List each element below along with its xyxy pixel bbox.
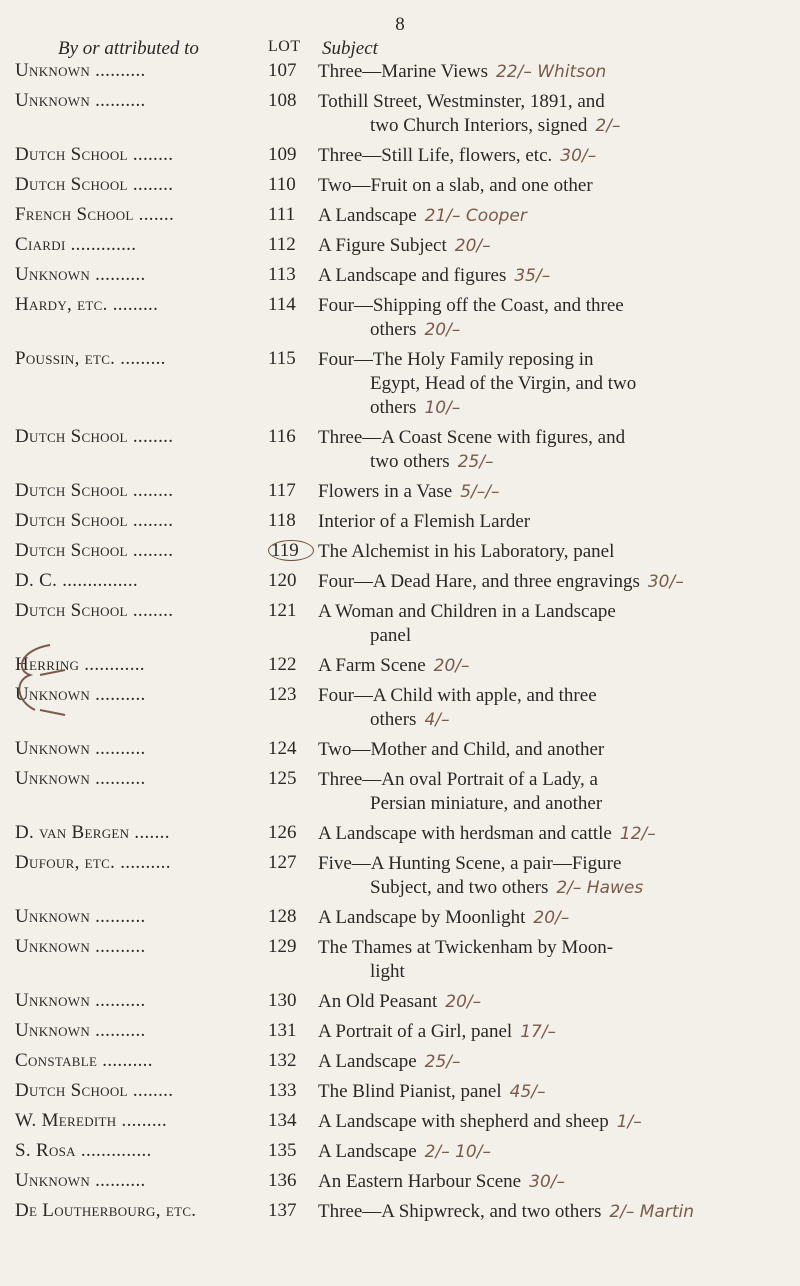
subject-line: A Woman and Children in a Landscape: [318, 601, 616, 622]
artist-name: Dutch School ........: [15, 480, 174, 501]
handwritten-price-note: 10/–: [424, 398, 461, 418]
subject-description: [318, 822, 788, 846]
artist-name: Dufour, etc. ..........: [15, 852, 171, 873]
lot-number: 115: [268, 348, 296, 369]
subject-description: [318, 144, 788, 168]
artist-name: Hardy, etc. .........: [15, 294, 159, 315]
subject-description: [318, 264, 788, 288]
subject-description: [318, 426, 788, 474]
handwritten-price-note: 25/–: [457, 452, 494, 472]
artist-name: Unknown ..........: [15, 90, 146, 111]
subject-line: others: [370, 397, 417, 418]
artist-name: Unknown ..........: [15, 1020, 146, 1041]
handwritten-price-note: 35/–: [514, 266, 551, 286]
artist-name: De Loutherbourg, etc.: [15, 1200, 197, 1221]
artist-name: Dutch School ........: [15, 1080, 174, 1101]
lot-number: 120: [268, 570, 297, 591]
handwritten-price-note: 17/–: [520, 1022, 557, 1042]
header-subject: Subject: [322, 38, 378, 59]
subject-description: [318, 294, 788, 342]
subject-line: Flowers in a Vase: [318, 481, 453, 502]
lot-number: 126: [268, 822, 297, 843]
artist-name: Unknown ..........: [15, 990, 146, 1011]
lot-number: 111: [268, 204, 296, 225]
handwritten-price-note: 30/–: [560, 146, 597, 166]
lot-number: 124: [268, 738, 297, 759]
subject-description: [318, 654, 788, 678]
handwritten-price-note: 20/–: [424, 320, 461, 340]
lot-number: 108: [268, 90, 297, 111]
lot-number: 137: [268, 1200, 297, 1221]
handwritten-price-note: 30/–: [647, 572, 684, 592]
artist-name: Unknown ..........: [15, 906, 146, 927]
subject-line: A Figure Subject: [318, 235, 447, 256]
artist-name: Ciardi .............: [15, 234, 137, 255]
handwritten-price-note: 1/–: [616, 1112, 642, 1132]
subject-line: The Alchemist in his Laboratory, panel: [318, 541, 615, 562]
handwritten-price-note: 22/– Whitson: [495, 62, 607, 82]
subject-description: [318, 60, 788, 84]
subject-description: [318, 768, 788, 816]
page-number: 8: [395, 14, 405, 35]
artist-name: Constable ..........: [15, 1050, 153, 1071]
subject-line: others: [370, 319, 417, 340]
subject-description: [318, 1050, 788, 1074]
lot-number: 109: [268, 144, 297, 165]
artist-name: D. C. ...............: [15, 570, 138, 591]
subject-line: light: [370, 961, 405, 982]
handwritten-price-note: 45/–: [509, 1082, 546, 1102]
subject-description: [318, 1200, 788, 1224]
margin-bracket-mark: [10, 640, 70, 730]
lot-number: 122: [268, 654, 297, 675]
lot-number: 130: [268, 990, 297, 1011]
subject-line: Four—Shipping off the Coast, and three: [318, 295, 624, 316]
artist-name: S. Rosa ..............: [15, 1140, 152, 1161]
handwritten-price-note: 20/–: [454, 236, 491, 256]
artist-name: Dutch School ........: [15, 174, 174, 195]
subject-description: [318, 1140, 788, 1164]
handwritten-price-note: 20/–: [533, 908, 570, 928]
artist-name: Unknown ..........: [15, 936, 146, 957]
artist-name: Unknown ..........: [15, 1170, 146, 1191]
lot-number: 123: [268, 684, 297, 705]
handwritten-price-note: 25/–: [424, 1052, 461, 1072]
subject-description: [318, 1080, 788, 1104]
subject-description: [318, 936, 788, 984]
subject-description: [318, 540, 788, 564]
handwritten-price-note: 5/–/–: [460, 482, 500, 502]
subject-description: [318, 684, 788, 732]
subject-description: [318, 90, 788, 138]
lot-number: 112: [268, 234, 296, 255]
subject-description: [318, 204, 788, 228]
subject-description: [318, 738, 788, 762]
subject-line: Two—Fruit on a slab, and one other: [318, 175, 593, 196]
subject-line: Five—A Hunting Scene, a pair—Figure: [318, 853, 622, 874]
subject-line: Egypt, Head of the Virgin, and two: [370, 373, 637, 394]
subject-description: [318, 1110, 788, 1134]
subject-description: [318, 510, 788, 534]
subject-line: Two—Mother and Child, and another: [318, 739, 605, 760]
subject-line: Three—A Coast Scene with figures, and: [318, 427, 626, 448]
lot-number: 133: [268, 1080, 297, 1101]
subject-line: others: [370, 709, 417, 730]
header-lot: LOT: [268, 38, 301, 55]
subject-description: [318, 480, 788, 504]
subject-line: A Landscape by Moonlight: [318, 907, 526, 928]
subject-line: The Blind Pianist, panel: [318, 1081, 502, 1102]
lot-number: 134: [268, 1110, 297, 1131]
handwritten-price-note: 2/– 10/–: [424, 1142, 491, 1162]
artist-name: Dutch School ........: [15, 510, 174, 531]
subject-line: An Eastern Harbour Scene: [318, 1171, 522, 1192]
lot-number: 116: [268, 426, 296, 447]
handwritten-price-note: 4/–: [424, 710, 450, 730]
subject-line: A Landscape with herdsman and cattle: [318, 823, 612, 844]
subject-line: A Landscape and figures: [318, 265, 507, 286]
lot-number: 117: [268, 480, 296, 501]
lot-number: 107: [268, 60, 297, 81]
header-artist: By or attributed to: [58, 38, 199, 59]
subject-line: Three—Marine Views: [318, 61, 488, 82]
subject-description: [318, 570, 788, 594]
artist-name: Unknown ..........: [15, 60, 146, 81]
lot-number: 129: [268, 936, 297, 957]
subject-description: [318, 1020, 788, 1044]
artist-name: Dutch School ........: [15, 426, 174, 447]
lot-number: 114: [268, 294, 296, 315]
subject-line: Three—Still Life, flowers, etc.: [318, 145, 553, 166]
lot-number: 132: [268, 1050, 297, 1071]
subject-line: Three—An oval Portrait of a Lady, a: [318, 769, 598, 790]
lot-number: 118: [268, 510, 296, 531]
handwritten-price-note: 21/– Cooper: [424, 206, 527, 226]
artist-name: Dutch School ........: [15, 144, 174, 165]
lot-number: 125: [268, 768, 297, 789]
subject-line: A Landscape: [318, 1051, 417, 1072]
subject-line: A Landscape: [318, 1141, 417, 1162]
artist-name: Unknown ..........: [15, 264, 146, 285]
subject-description: [318, 852, 788, 900]
handwritten-price-note: 2/– Hawes: [556, 878, 644, 898]
artist-name: D. van Bergen .......: [15, 822, 170, 843]
subject-line: A Portrait of a Girl, panel: [318, 1021, 513, 1042]
lot-number: 121: [268, 600, 297, 621]
subject-description: [318, 174, 788, 198]
artist-name: Unknown ..........: [15, 684, 146, 705]
subject-line: The Thames at Twickenham by Moon-: [318, 937, 614, 958]
subject-line: Four—A Child with apple, and three: [318, 685, 597, 706]
lot-number: 113: [268, 264, 296, 285]
subject-line: Tothill Street, Westminster, 1891, and: [318, 91, 605, 112]
handwritten-price-note: 2/–: [595, 116, 621, 136]
subject-line: A Landscape with shepherd and sheep: [318, 1111, 609, 1132]
handwritten-price-note: 30/–: [529, 1172, 565, 1192]
handwritten-price-note: 20/–: [433, 656, 470, 676]
subject-description: [318, 234, 788, 258]
subject-description: [318, 906, 788, 930]
lot-number: 110: [268, 174, 296, 195]
subject-description: [318, 348, 788, 420]
subject-line: A Landscape: [318, 205, 417, 226]
subject-line: Three—A Shipwreck, and two others: [318, 1201, 602, 1222]
handwritten-price-note: 20/–: [445, 992, 482, 1012]
subject-line: A Farm Scene: [318, 655, 426, 676]
subject-line: panel: [370, 625, 412, 646]
lot-number: 136: [268, 1170, 297, 1191]
subject-line: Interior of a Flemish Larder: [318, 511, 531, 532]
artist-name: W. Meredith .........: [15, 1110, 167, 1131]
handwritten-price-note: 2/– Martin: [609, 1202, 695, 1222]
lot-number: 135: [268, 1140, 297, 1161]
lot-number: 127: [268, 852, 297, 873]
artist-name: Herring ............: [15, 654, 145, 675]
subject-line: two Church Interiors, signed: [370, 115, 588, 136]
artist-name: Poussin, etc. .........: [15, 348, 166, 369]
handwritten-price-note: 12/–: [619, 824, 656, 844]
subject-line: Subject, and two others: [370, 877, 549, 898]
subject-line: Persian miniature, and another: [370, 793, 603, 814]
subject-description: [318, 990, 788, 1014]
artist-name: Unknown ..........: [15, 768, 146, 789]
subject-line: two others: [370, 451, 450, 472]
subject-line: Four—A Dead Hare, and three engravings: [318, 571, 640, 592]
subject-line: Four—The Holy Family reposing in: [318, 349, 594, 370]
lot-number: 128: [268, 906, 297, 927]
subject-description: [318, 1170, 788, 1194]
artist-name: Dutch School ........: [15, 540, 174, 561]
subject-line: An Old Peasant: [318, 991, 438, 1012]
artist-name: French School .......: [15, 204, 175, 225]
subject-description: [318, 600, 788, 648]
lot-number: 119: [268, 540, 314, 561]
lot-number: 131: [268, 1020, 297, 1041]
artist-name: Unknown ..........: [15, 738, 146, 759]
artist-name: Dutch School ........: [15, 600, 174, 621]
